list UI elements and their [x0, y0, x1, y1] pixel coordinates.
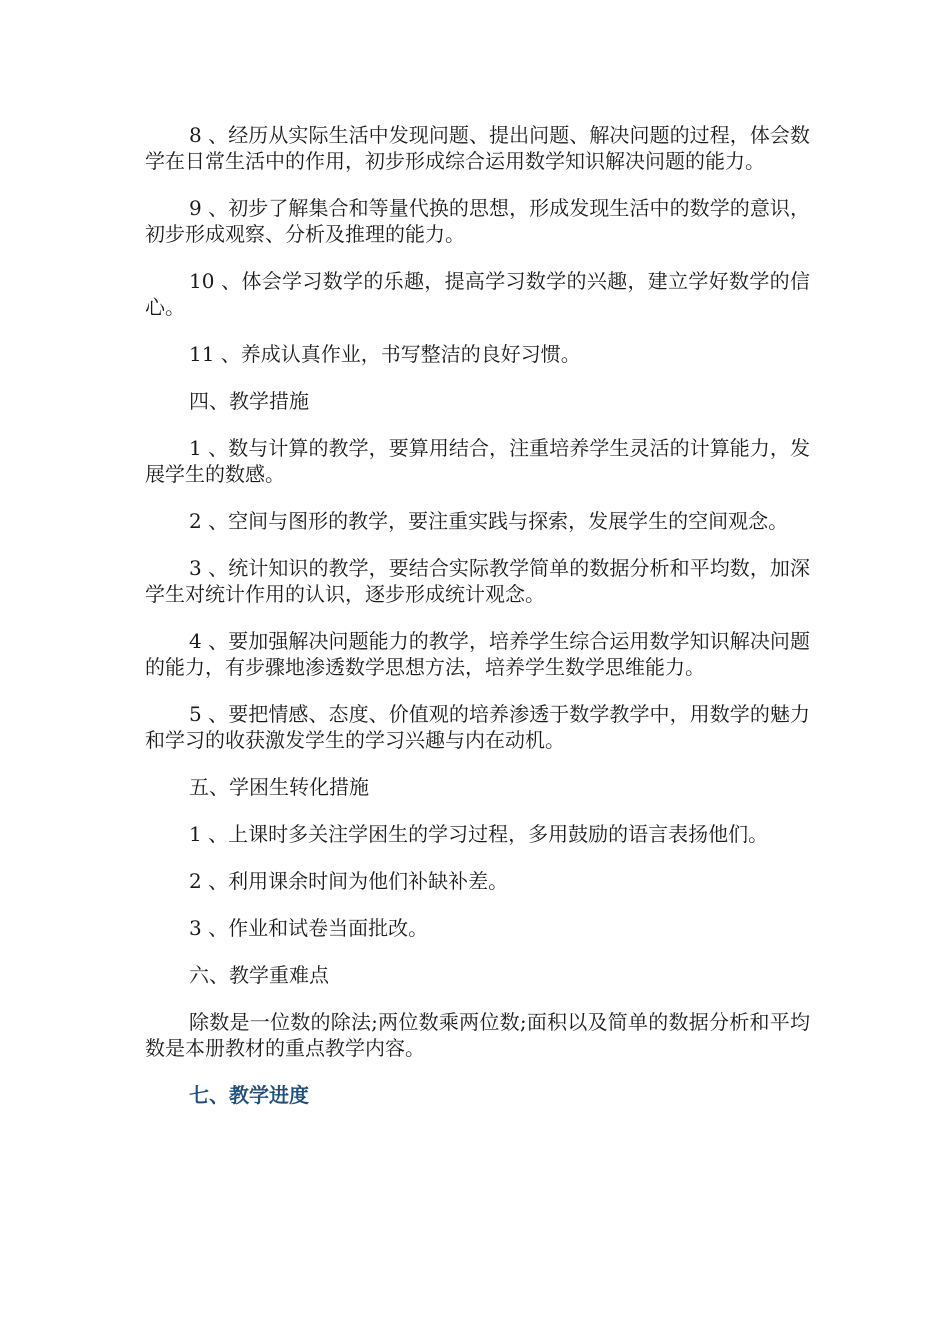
section-heading-key-points: 六、教学重难点	[189, 963, 329, 987]
key-points-paragraph: 除数是一位数的除法;两位数乘两位数;面积以及简单的数据分析和平均数是本册教材的重点教学内容。	[145, 1010, 810, 1060]
section-heading-struggling-students: 五、学困生转化措施	[189, 775, 369, 799]
measure-item-1: 1 、数与计算的教学，要算用结合，注重培养学生灵活的计算能力，发展学生的数感。	[145, 436, 810, 486]
struggling-item-3: 3 、作业和试卷当面批改。	[189, 916, 429, 940]
paragraph-10: 10 、体会学习数学的乐趣，提高学习数学的兴趣，建立学好数学的信心。	[145, 269, 810, 319]
measure-item-5: 5 、要把情感、态度、价值观的培养渗透于数学教学中，用数学的魅力和学习的收获激发学生的学习兴趣与内在动机。	[145, 702, 810, 752]
section-heading-teaching-schedule: 七、教学进度	[189, 1083, 309, 1107]
paragraph-8: 8 、经历从实际生活中发现问题、提出问题、解决问题的过程，体会数学在日常生活中的作用，初步形成综合运用数学知识解决问题的能力。	[145, 123, 810, 173]
measure-item-2: 2 、空间与图形的教学，要注重实践与探索，发展学生的空间观念。	[189, 509, 789, 533]
struggling-item-2: 2 、利用课余时间为他们补缺补差。	[189, 869, 509, 893]
measure-item-4: 4 、要加强解决问题能力的教学，培养学生综合运用数学知识解决问题的能力，有步骤地渗透数学思想方法，培养学生数学思维能力。	[145, 629, 810, 679]
measure-item-3: 3 、统计知识的教学，要结合实际教学简单的数据分析和平均数，加深学生对统计作用的认识，逐步形成统计观念。	[145, 556, 810, 606]
struggling-item-1: 1 、上课时多关注学困生的学习过程，多用鼓励的语言表扬他们。	[189, 822, 769, 846]
paragraph-11: 11 、养成认真作业，书写整洁的良好习惯。	[189, 342, 581, 366]
document-body	[145, 122, 810, 1129]
paragraph-9: 9 、初步了解集合和等量代换的思想，形成发现生活中的数学的意识，初步形成观察、分析及推理的能力。	[145, 196, 810, 246]
section-heading-teaching-measures: 四、教学措施	[189, 389, 309, 413]
